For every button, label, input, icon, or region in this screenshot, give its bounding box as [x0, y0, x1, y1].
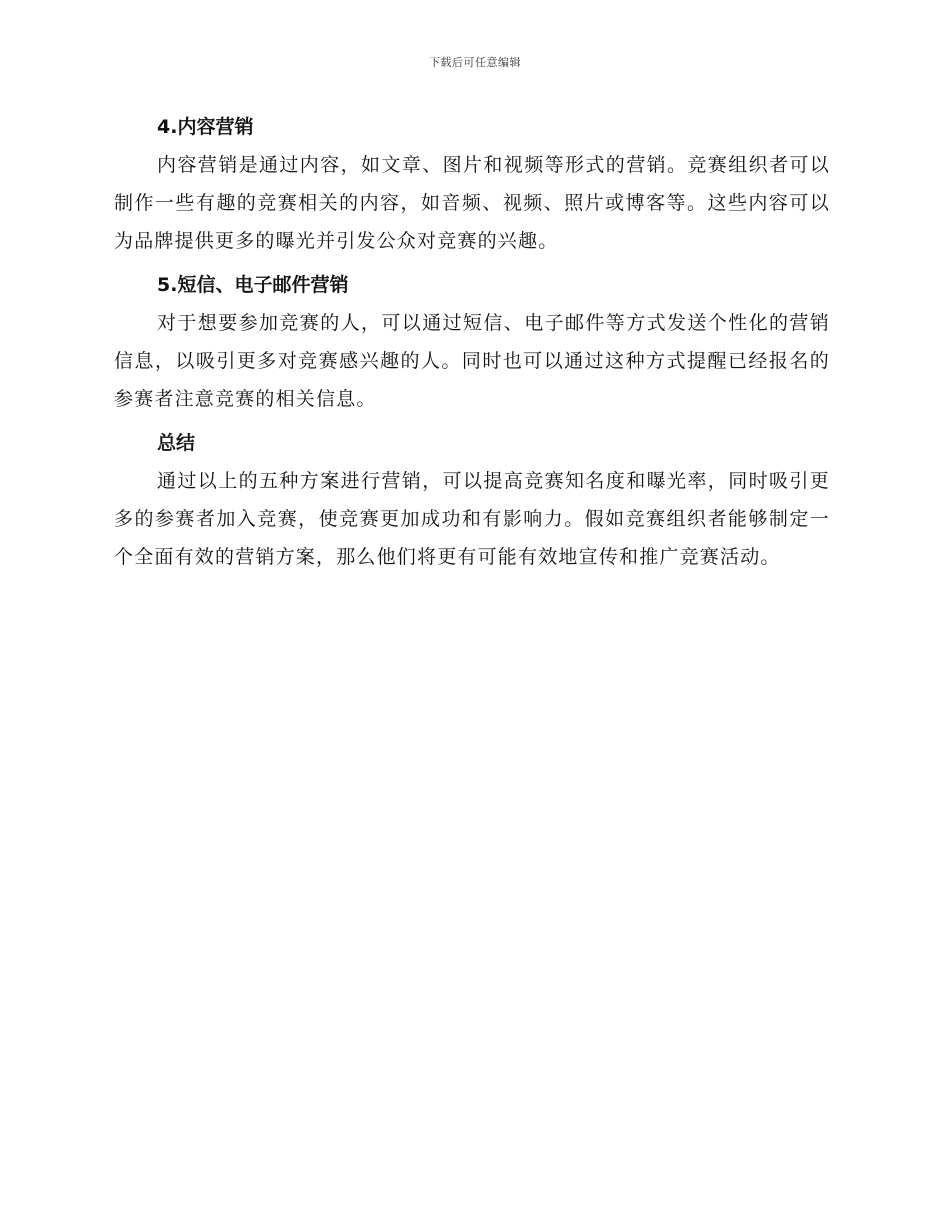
document-body — [114, 108, 830, 582]
page-header-note: 下载后可任意编辑 — [429, 56, 521, 69]
section-summary — [114, 424, 830, 576]
section-paragraph: 对于想要参加竞赛的人，可以通过短信、电子邮件等方式发送个性化的营销信息，以吸引更多对竞赛感兴趣的人。同时也可以通过这种方式提醒已经报名的参赛者注意竞赛的相关信息。 — [114, 312, 830, 410]
section-paragraph: 内容营销是通过内容，如文章、图片和视频等形式的营销。竞赛组织者可以制作一些有趣的竞赛相关的内容，如音频、视频、照片或博客等。这些内容可以为品牌提供更多的曝光并引发公众对竞赛的兴趣。 — [114, 154, 830, 252]
section-content-marketing — [114, 108, 830, 260]
section-heading: 5.短信、电子邮件营销 — [157, 274, 349, 296]
section-heading: 4.内容营销 — [157, 116, 254, 138]
section-paragraph: 通过以上的五种方案进行营销，可以提高竞赛知名度和曝光率，同时吸引更多的参赛者加入竞赛，使竞赛更加成功和有影响力。假如竞赛组织者能够制定一个全面有效的营销方案，那么他们将更有可能有效地宣传和推广竞赛活动。 — [114, 470, 830, 568]
section-heading: 总结 — [157, 432, 196, 454]
section-sms-email-marketing — [114, 266, 830, 418]
